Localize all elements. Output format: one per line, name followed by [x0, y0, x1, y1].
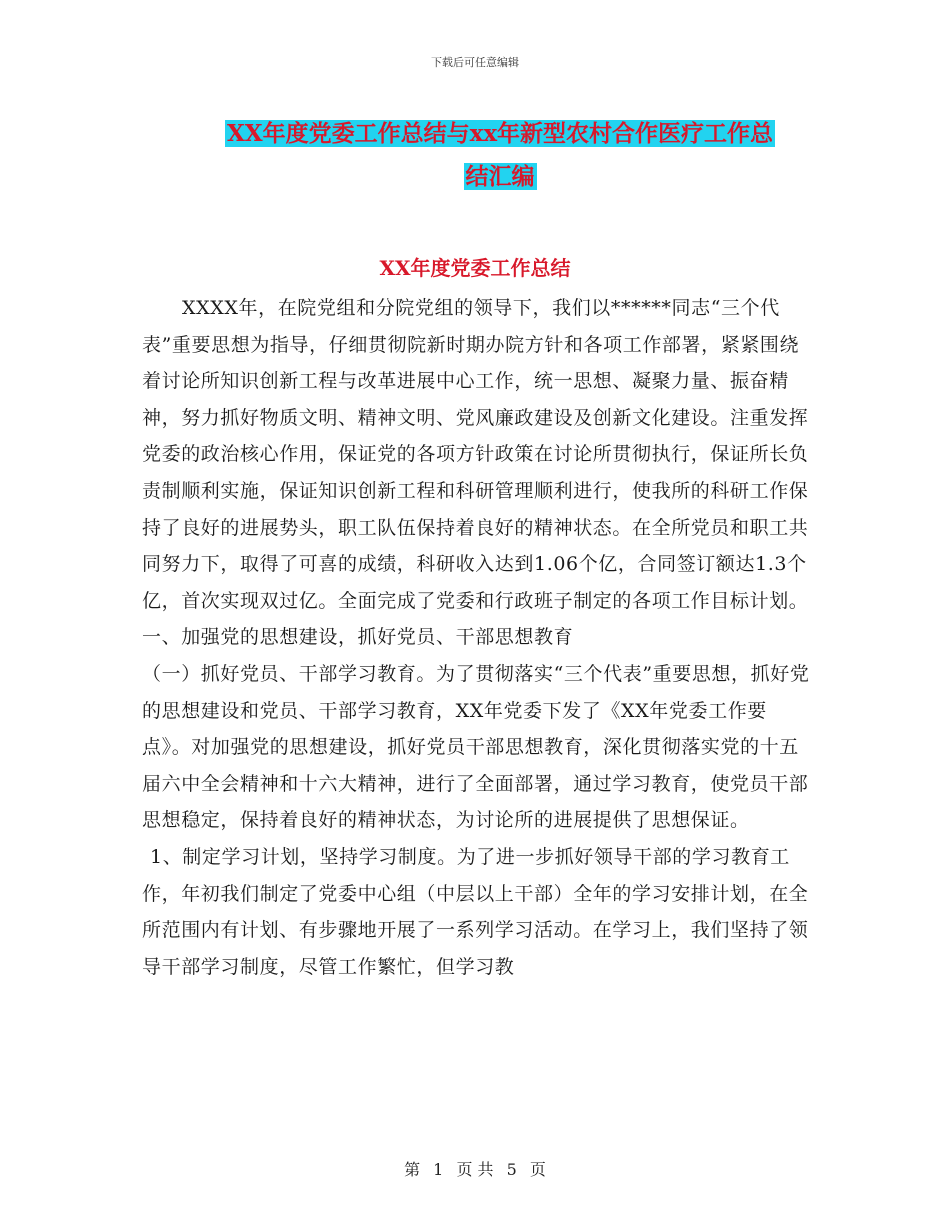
footer-total-pages: 5	[506, 1160, 517, 1179]
paragraph-sub-one: （一）抓好党员、干部学习教育。为了贯彻落实“三个代表”重要思想，抓好党的思想建设和党员、干部学习教育，XX年党委下发了《XX年党委工作要点》。对加强党的思想建设，抓好党员干部思想教育，深化贯彻落实党的十五届六中全会精神和十六大精神，进行了全面部署，通过学习教育，使党员干部思想稳定，保持着良好的精神状态，为讨论所的进展提供了思想保证。	[142, 662, 810, 832]
document-body	[142, 290, 814, 985]
footer-page-number: 1	[433, 1160, 444, 1179]
footer-prefix: 第	[404, 1160, 421, 1179]
title-line-2: 结汇编	[465, 163, 535, 190]
footer-suffix: 页	[529, 1160, 546, 1179]
paragraph-intro: XXXX年，在院党组和分院党组的领导下，我们以******同志“三个代表”重要思想为指导，仔细贯彻院新时期办院方针和各项工作部署，紧紧围绕着讨论所知识创新工程与改革进展中心工作，统一思想、凝聚力量、振奋精神，努力抓好物质文明、精神文明、党风廉政建设及创新文化建设。注重发挥党委的政治核心作用，保证党的各项方针政策在讨论所贯彻执行，保证所长负责制顺利实施，保证知识创新工程和科研管理顺利进行，使我所的科研工作保持了良好的进展势头，职工队伍保持着良好的精神状态。在全所党员和职工共同努力下，取得了可喜的成绩，科研收入达到1.06个亿，合同签订额达1.3个亿，首次实现双过亿。全面完成了党委和行政班子制定的各项工作目标计划。	[142, 297, 809, 612]
document-title	[180, 112, 820, 198]
header-note: 下载后可任意编辑	[431, 56, 519, 69]
heading-one: 一、加强党的思想建设，抓好党员、干部思想教育	[142, 626, 574, 649]
title-line-1: XX年度党委工作总结与xx年新型农村合作医疗工作总	[226, 120, 774, 147]
page-footer	[0, 1157, 950, 1180]
section-title: XX年度党委工作总结	[379, 256, 571, 280]
footer-mid: 页 共	[456, 1160, 494, 1179]
paragraph-item-one: 1、制定学习计划，坚持学习制度。为了进一步抓好领导干部的学习教育工作，年初我们制定了党委中心组（中层以上干部）全年的学习安排计划，在全所范围内有计划、有步骤地开展了一系列学习活动。在学习上，我们坚持了领导干部学习制度，尽管工作繁忙，但学习教	[142, 845, 809, 978]
